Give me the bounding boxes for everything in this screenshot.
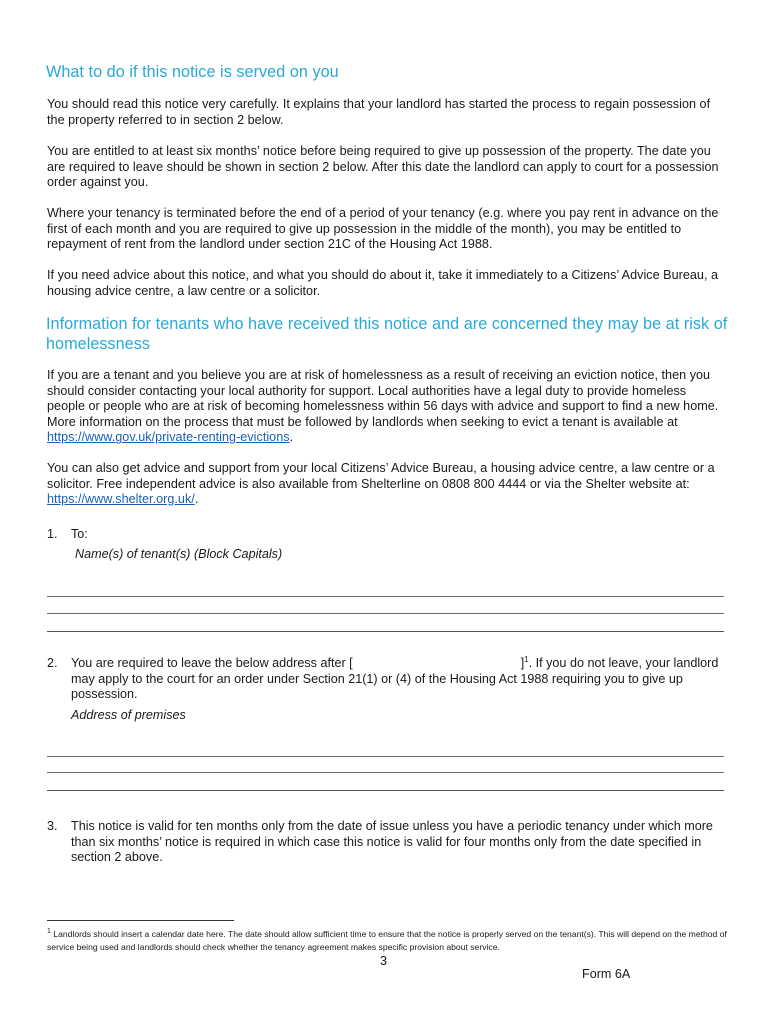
footnote-ref: 1 xyxy=(524,654,529,664)
item-1-to-label: To: xyxy=(71,527,88,541)
paragraph-advice: If you need advice about this notice, and what you should do about it, take it immediately to a Citizens’ Advice Bureau, a housing advice centre, a law centre or a solicitor. xyxy=(47,268,719,298)
form-label: Form 6A xyxy=(582,967,631,981)
address-line-3[interactable] xyxy=(47,790,724,791)
section-heading-homelessness: Information for tenants who have received this notice and are concerned they may be at risk of homelessness xyxy=(46,315,728,353)
footnote-divider xyxy=(47,920,234,921)
gov-evictions-link[interactable]: https://www.gov.uk/private-renting-evictions xyxy=(47,430,290,445)
tenant-name-line-2[interactable] xyxy=(47,613,724,614)
paragraph-text: If you are a tenant and you believe you are at risk of homelessness as a result of receiving an eviction notice, then you should consider contacting your local authority for support. Local authorities have a legal duty to provide homeless people or people who are at risk of becoming homelessness within 56 days with advice and support to find a new home. More information on the process that must be followed by landlords when seeking to evict a tenant is available at xyxy=(47,368,719,429)
paragraph-end: . xyxy=(289,430,294,445)
tenant-names-label: Name(s) of tenant(s) (Block Capitals) xyxy=(75,547,283,561)
item-3-number: 3. xyxy=(47,819,58,833)
footnote-marker: 1 xyxy=(47,928,51,936)
page-number: 3 xyxy=(380,954,388,968)
tenant-name-line-3[interactable] xyxy=(47,631,724,632)
paragraph-shelter-advice xyxy=(47,461,727,508)
item-2-number: 2. xyxy=(47,656,58,670)
address-of-premises-label: Address of premises xyxy=(71,708,186,722)
item-1-number: 1. xyxy=(47,527,58,541)
leave-date-bracket: ] xyxy=(520,656,525,670)
paragraph-rent-repayment: Where your tenancy is terminated before the end of a period of your tenancy (e.g. where you pay rent in advance on the first of each month and you are required to give up possession in the middle of the month), you may be entitled to repayment of rent from the landlord under section 21C of the Housing Act 1988. xyxy=(47,206,719,252)
paragraph-homelessness-support xyxy=(47,368,727,446)
shelter-link[interactable]: https://www.shelter.org.uk/ xyxy=(47,492,195,507)
paragraph-end: . xyxy=(194,492,199,507)
address-line-2[interactable] xyxy=(47,772,724,773)
item-3-validity-text: This notice is valid for ten months only from the date of issue unless you have a periodic tenancy under which more than six months’ notice is required in which case this notice is valid for four months only from the date specified in section 2 above. xyxy=(71,819,713,865)
address-line-1[interactable] xyxy=(47,756,724,757)
footnote-text: Landlords should insert a calendar date here. The date should allow sufficient time to ensure that the notice is properly served on the tenant(s). This will depend on the method of service being used and landlords should check whether the tenancy agreement makes specific provision about service. xyxy=(47,929,727,952)
leave-date-consequence: . If you do not leave, your landlord may apply to the court for an order under Section 21(1) or (4) of the Housing Act 1988 requiring you to give up possession. xyxy=(71,656,719,702)
footnote xyxy=(47,928,737,954)
section-heading-what-to-do: What to do if this notice is served on you xyxy=(46,63,339,81)
paragraph-text: You can also get advice and support from your local Citizens’ Advice Bureau, a housing advice centre, a law centre or a solicitor. Free independent advice is also available from Shelterline on 0808 800 4444 or via the Shelter website at: xyxy=(47,461,715,491)
paragraph-read-carefully: You should read this notice very carefully. It explains that your landlord has started the process to regain possession of the property referred to in section 2 below. xyxy=(47,97,711,127)
paragraph-six-months-notice: You are entitled to at least six months’ notice before being required to give up possession of the property. The date you are required to leave should be shown in section 2 below. After this date the landlord can apply to court for a possession order against you. xyxy=(47,144,719,190)
item-2-text xyxy=(71,656,731,703)
tenant-name-line-1[interactable] xyxy=(47,596,724,597)
leave-date-text: You are required to leave the below address after [ xyxy=(71,656,353,670)
